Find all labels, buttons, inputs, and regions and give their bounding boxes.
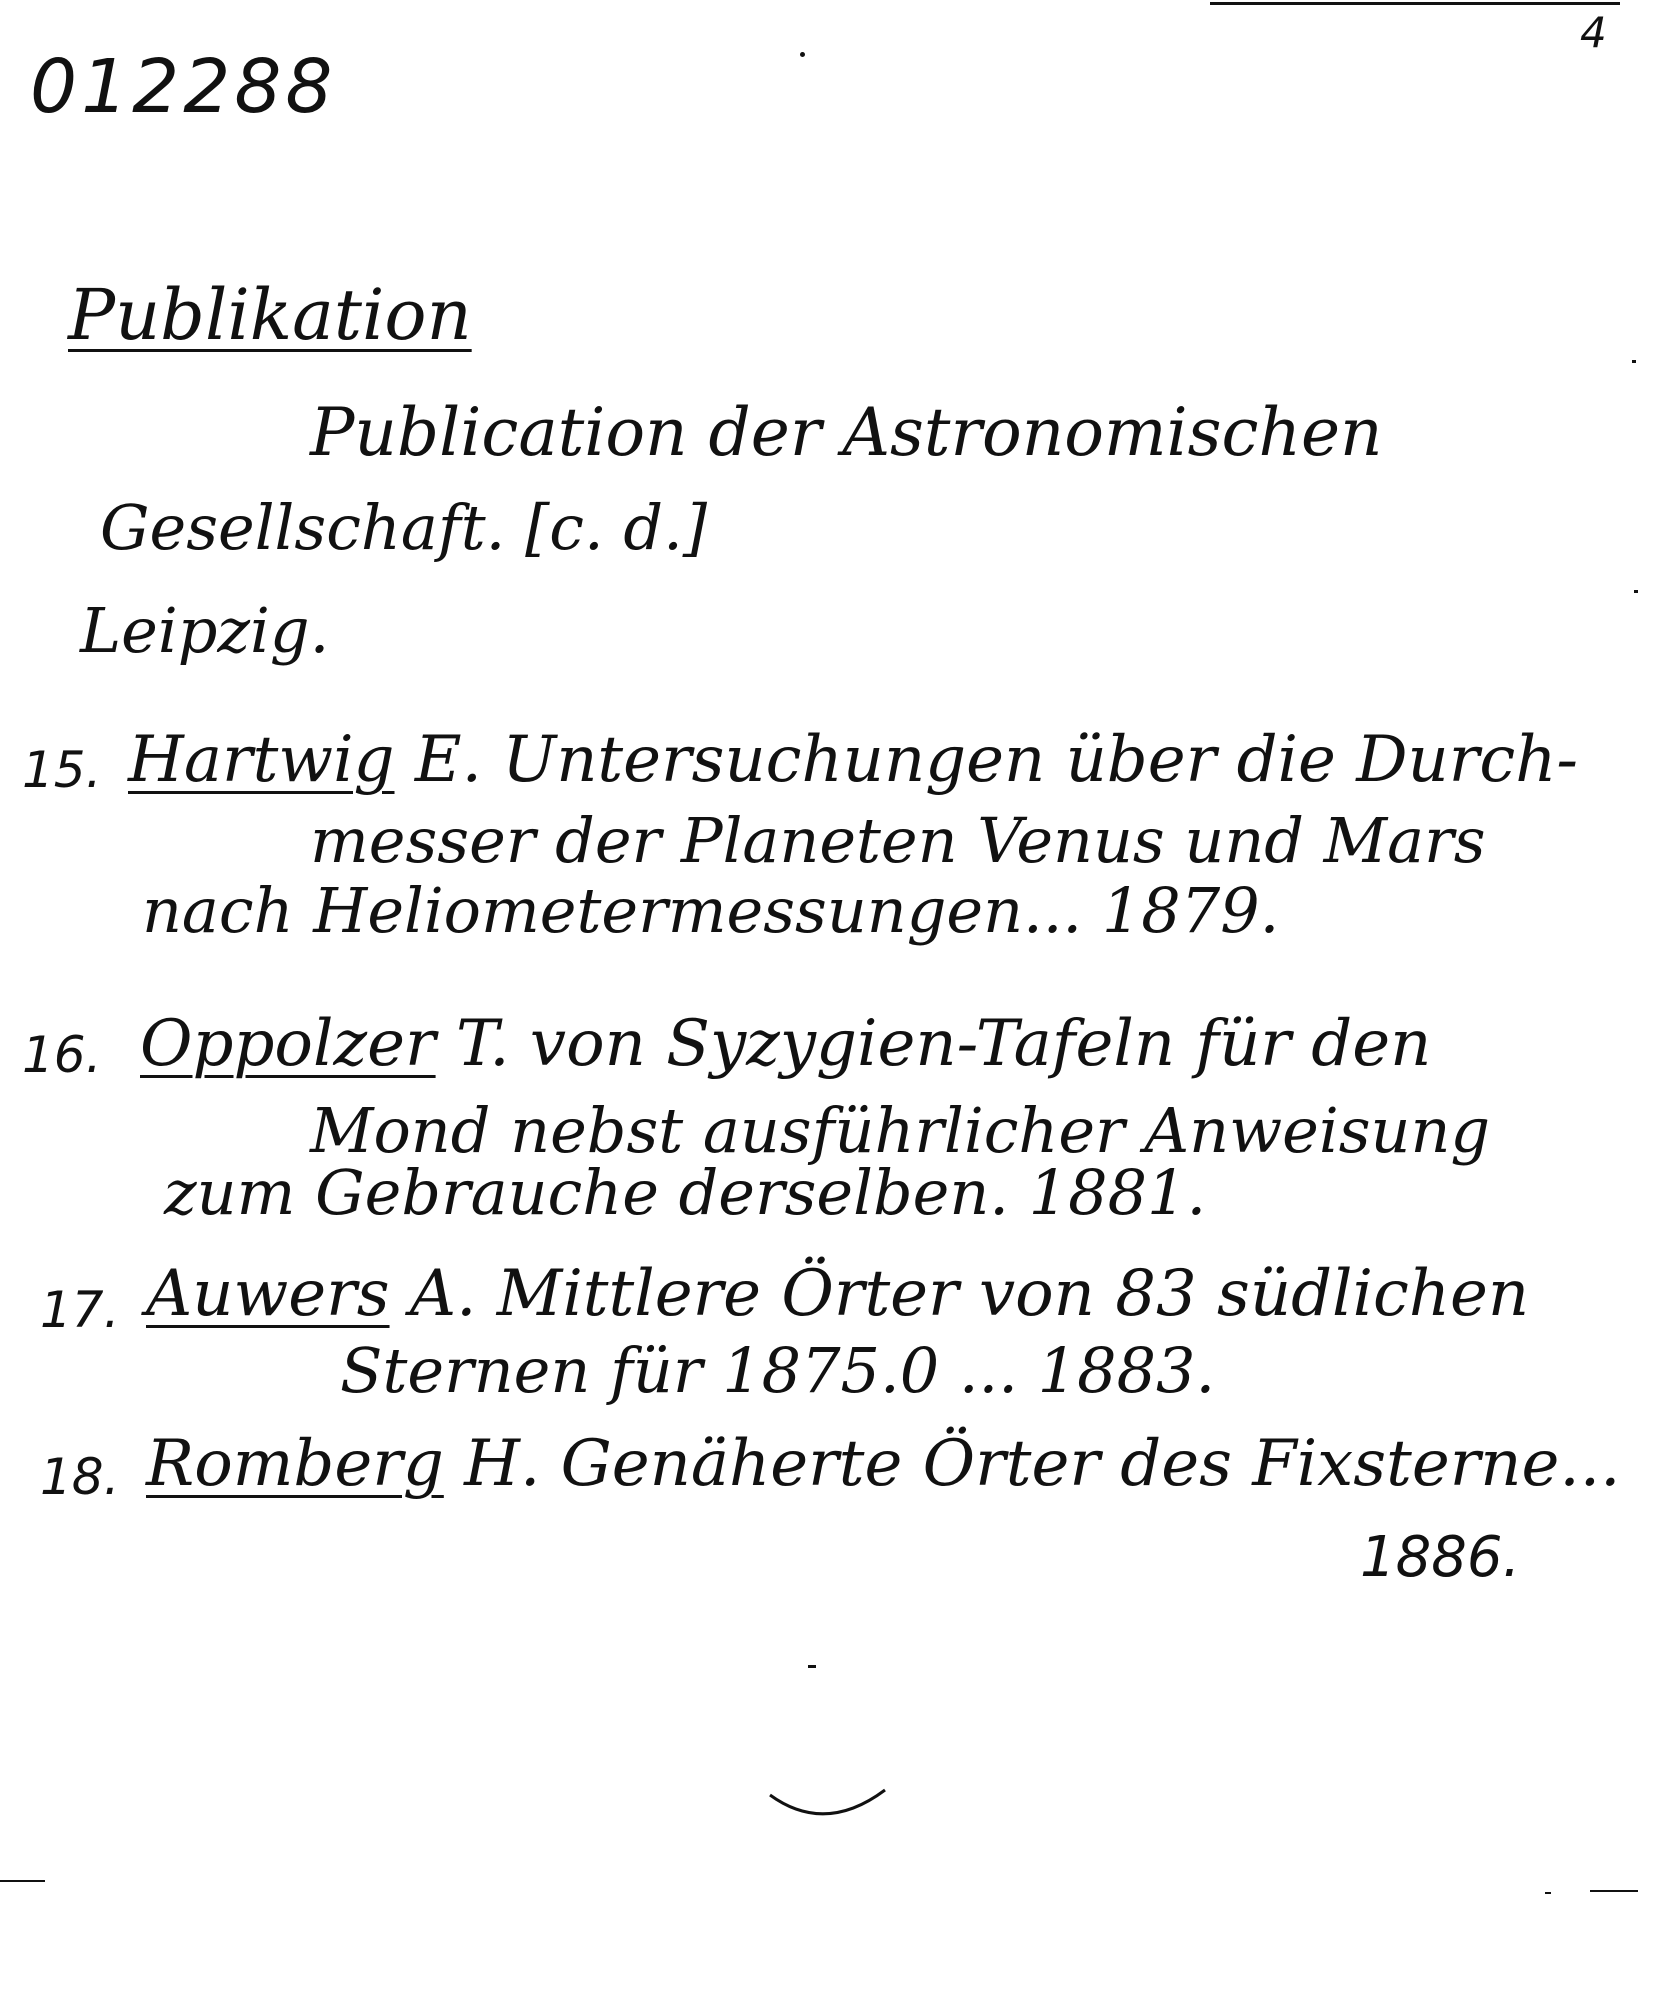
entry-line-1 xyxy=(146,1427,1621,1501)
entry-line-2: 1886. xyxy=(1360,1525,1521,1590)
stray-dot xyxy=(800,52,805,57)
entry-line-2: Sternen für 1875.0 ... 1883. xyxy=(340,1334,1216,1407)
bottom-right-edge-mark xyxy=(1590,1890,1638,1892)
edge-dot xyxy=(1632,360,1636,363)
place: Leipzig. xyxy=(80,594,330,667)
entry-line-1 xyxy=(128,723,1579,797)
entry-author: Oppolzer xyxy=(140,1007,436,1081)
entry-number: 15. xyxy=(22,741,102,799)
entry-line-2: Mond nebst ausführlicher Anweisung xyxy=(310,1094,1491,1167)
entry-line-1-rest: E. Untersuchungen über die Durch- xyxy=(414,723,1579,797)
entry-line-3: zum Gebrauche derselben. 1881. xyxy=(164,1156,1207,1229)
entry-number: 16. xyxy=(22,1026,102,1084)
entry-line-1-rest: H. Genäherte Örter des Fixsterne... xyxy=(464,1427,1621,1501)
entry-line-2: messer der Planeten Venus und Mars xyxy=(310,804,1486,877)
catalog-number: 012288 xyxy=(30,44,337,130)
edge-dot xyxy=(1545,1892,1551,1894)
card-hole-arc xyxy=(760,1780,900,1830)
bottom-left-edge-mark xyxy=(0,1880,45,1882)
entry-number: 17. xyxy=(40,1281,120,1339)
heading: Publikation xyxy=(68,274,472,356)
corner-mark: 4 xyxy=(1580,8,1607,57)
top-edge-line xyxy=(1210,2,1620,5)
title-line-2: Gesellschaft. [c. d.] xyxy=(100,491,708,564)
entry-line-1-rest: T. von Syzygien-Tafeln für den xyxy=(455,1007,1432,1081)
stray-dot xyxy=(808,1665,816,1668)
entry-author: Auwers xyxy=(146,1257,390,1331)
entry-line-3: nach Heliometermessungen... 1879. xyxy=(142,874,1280,947)
entry-line-1 xyxy=(140,1007,1432,1081)
entry-line-1 xyxy=(146,1257,1530,1331)
entry-author: Hartwig xyxy=(128,723,395,797)
edge-dot xyxy=(1634,590,1638,593)
title-line-1: Publication der Astronomischen xyxy=(310,394,1383,471)
entry-author: Romberg xyxy=(146,1427,444,1501)
entry-line-1-rest: A. Mittlere Örter von 83 südlichen xyxy=(409,1257,1530,1331)
entry-number: 18. xyxy=(40,1448,120,1506)
